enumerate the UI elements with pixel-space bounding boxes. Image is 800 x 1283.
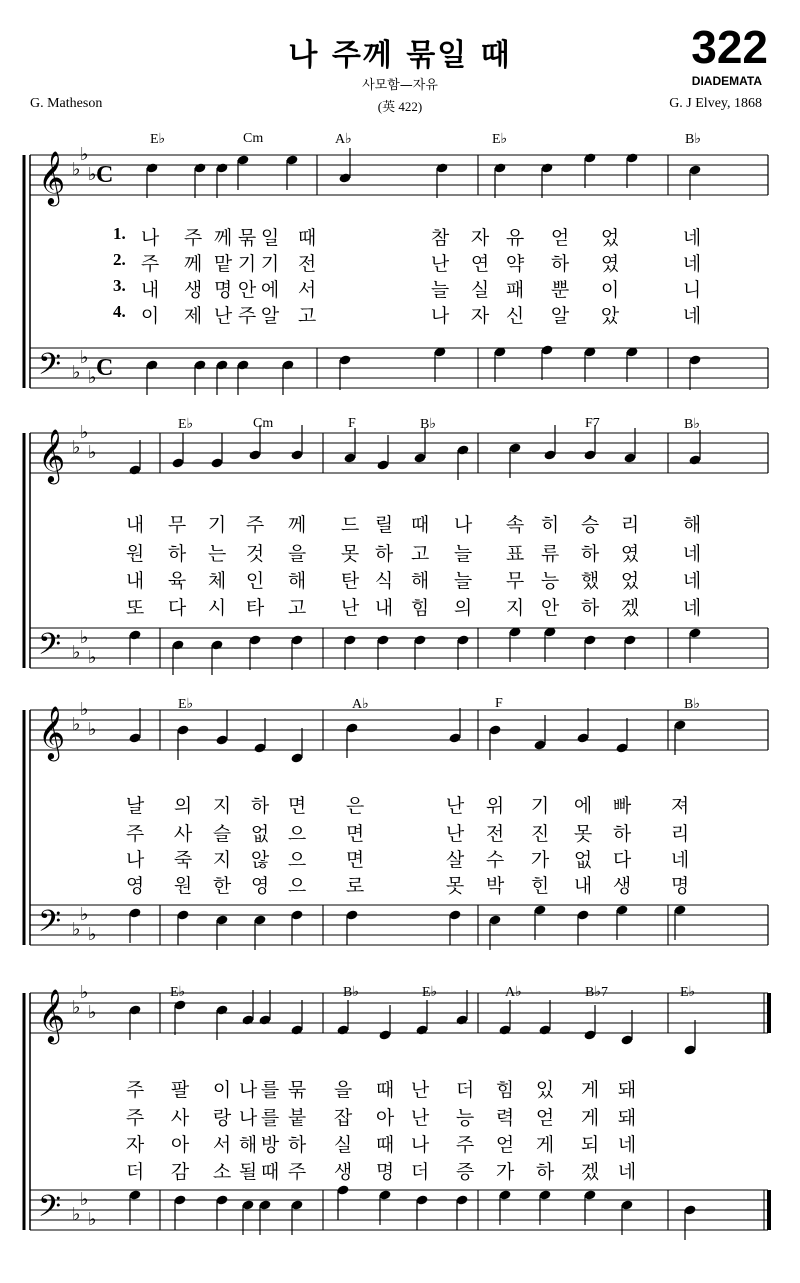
flat-icon: ♭ [72, 159, 81, 180]
lyric-syllable: 고 [410, 543, 430, 565]
lyric-syllable: 난 [430, 253, 450, 275]
chord-symbol: E♭ [178, 697, 194, 712]
lyric-syllable: 었 [620, 570, 640, 592]
lyric-syllable: 로 [345, 875, 365, 897]
lyric-syllable: 내 [573, 875, 593, 897]
lyric-syllable: 때 [410, 514, 430, 536]
chord-symbol: B♭ [343, 985, 359, 1000]
chord-symbol: E♭ [178, 417, 194, 432]
lyric-syllable: 탄 [340, 570, 360, 592]
chord-symbol: B♭ [420, 417, 436, 432]
lyric-syllable: 네 [670, 849, 690, 871]
lyric-syllable: 난 [340, 597, 360, 619]
hymn-number: 322 [691, 21, 768, 73]
lyric-syllable: 해 [410, 570, 430, 592]
lyric-syllable: 신 [505, 305, 525, 327]
lyric-syllable: 무 [167, 514, 187, 536]
lyric-syllable: 참 [430, 227, 450, 249]
lyric-syllable: 더 [410, 1161, 430, 1183]
lyric-syllable: 나 [140, 227, 160, 249]
flat-icon: ♭ [88, 647, 97, 668]
lyric-syllable: 명 [375, 1161, 395, 1183]
lyric-syllable: 기 [207, 514, 227, 536]
lyric-syllable: 표 [505, 543, 525, 565]
lyric-syllable: 해 [238, 1134, 258, 1156]
lyric-syllable: 게 [535, 1134, 555, 1156]
flat-icon: ♭ [80, 699, 89, 720]
chord-symbol: E♭ [150, 132, 166, 147]
flat-icon: ♭ [80, 422, 89, 443]
verse-number: 2. [113, 250, 126, 269]
composer: G. J Elvey, 1868 [669, 96, 762, 111]
lyric-syllable: 니 [682, 279, 702, 301]
lyric-syllable: 패 [505, 279, 525, 301]
common-time-icon: C [96, 355, 114, 381]
chord-symbol: F [495, 696, 503, 711]
lyric-syllable: 으 [287, 823, 307, 845]
lyric-syllable: 는 [207, 543, 227, 565]
lyric-syllable: 제 [183, 305, 203, 327]
flat-icon: ♭ [80, 1189, 89, 1210]
lyric-syllable: 돼 [617, 1107, 637, 1129]
chord-symbol: B♭ [685, 132, 701, 147]
lyric-syllable: 져 [670, 795, 690, 817]
lyric-syllable: 식 [374, 570, 394, 592]
lyric-syllable: 얻 [495, 1134, 515, 1156]
verse-number: 1. [113, 224, 126, 243]
lyric-syllable: 난 [445, 823, 465, 845]
flat-icon: ♭ [72, 1204, 81, 1225]
flat-icon: ♭ [72, 642, 81, 663]
lyric-syllable: 시 [207, 597, 227, 619]
lyric-syllable: 체 [207, 570, 227, 592]
chord-symbol: B♭7 [585, 985, 608, 1000]
lyric-syllable: 였 [600, 253, 620, 275]
lyric-syllable: 못 [445, 875, 465, 897]
bass-clef-icon: 𝄢 [38, 348, 62, 389]
lyric-syllable: 겠 [620, 597, 640, 619]
flat-icon: ♭ [88, 719, 97, 740]
lyric-syllable: 하 [167, 543, 187, 565]
lyric-syllable: 때 [260, 1161, 280, 1183]
lyric-syllable: 네 [617, 1161, 637, 1183]
chord-symbol: Cm [253, 416, 274, 431]
lyric-syllable: 지 [212, 849, 232, 871]
lyric-syllable: 힌 [530, 875, 550, 897]
flat-icon: ♭ [80, 904, 89, 925]
lyric-syllable: 원 [125, 543, 145, 565]
bass-clef-icon: 𝄢 [38, 905, 62, 946]
lyric-syllable: 릴 [374, 514, 394, 536]
lyric-syllable: 때 [375, 1134, 395, 1156]
lyric-syllable: 네 [682, 305, 702, 327]
flat-icon: ♭ [80, 347, 89, 368]
lyric-syllable: 박 [485, 875, 505, 897]
lyric-syllable: 께 [213, 227, 233, 249]
chord-symbol: A♭ [505, 985, 522, 1000]
lyric-syllable: 하 [580, 597, 600, 619]
lyric-syllable: 알 [260, 305, 280, 327]
lyric-syllable: 내 [140, 279, 160, 301]
lyric-syllable: 다 [612, 849, 632, 871]
lyric-syllable: 께 [183, 253, 203, 275]
flat-icon: ♭ [88, 442, 97, 463]
lyric-syllable: 늘 [430, 279, 450, 301]
lyric-syllable: 뿐 [550, 279, 570, 301]
lyric-syllable: 살 [445, 849, 465, 871]
chord-symbol: B♭ [684, 417, 700, 432]
lyric-syllable: 주 [183, 227, 203, 249]
lyric-syllable: 있 [535, 1079, 555, 1101]
lyric-syllable: 실 [333, 1134, 353, 1156]
lyric-syllable: 서 [297, 279, 317, 301]
chord-symbol: F [348, 416, 356, 431]
lyric-syllable: 나 [238, 1079, 258, 1101]
lyric-syllable: 안 [237, 279, 257, 301]
lyric-syllable: 영 [250, 875, 270, 897]
lyric-syllable: 인 [245, 570, 265, 592]
lyric-syllable: 의 [453, 597, 473, 619]
lyric-syllable: 해 [682, 514, 702, 536]
lyric-syllable: 나 [453, 514, 473, 536]
chord-symbol: E♭ [492, 132, 508, 147]
lyric-syllable: 주 [245, 514, 265, 536]
lyric-syllable: 잡 [333, 1107, 353, 1129]
lyric-syllable: 를 [260, 1107, 280, 1129]
lyric-syllable: 승 [580, 514, 600, 536]
lyric-syllable: 생 [183, 279, 203, 301]
lyric-syllable: 해 [287, 570, 307, 592]
chord-symbol: F7 [585, 416, 600, 431]
lyric-syllable: 네 [682, 570, 702, 592]
lyric-syllable: 히 [540, 514, 560, 536]
lyric-syllable: 더 [125, 1161, 145, 1183]
lyric-syllable: 이 [140, 305, 160, 327]
lyric-syllable: 아 [170, 1134, 190, 1156]
lyric-syllable: 다 [167, 597, 187, 619]
lyric-syllable: 무 [505, 570, 525, 592]
lyric-syllable: 의 [173, 795, 193, 817]
lyric-syllable: 하 [287, 1134, 307, 1156]
verse-number: 4. [113, 302, 126, 321]
lyric-syllable: 죽 [173, 849, 193, 871]
lyric-syllable: 난 [213, 305, 233, 327]
lyric-syllable: 명 [670, 875, 690, 897]
flat-icon: ♭ [80, 627, 89, 648]
lyric-syllable: 내 [125, 514, 145, 536]
lyric-syllable: 지 [505, 597, 525, 619]
lyric-syllable: 빠 [612, 795, 632, 817]
lyricist: G. Matheson [30, 96, 103, 111]
lyric-syllable: 묶 [287, 1079, 307, 1101]
lyric-syllable: 주 [125, 823, 145, 845]
tune-name: DIADEMATA [691, 74, 762, 88]
lyric-syllable: 주 [237, 305, 257, 327]
chord-symbol: Cm [243, 131, 264, 146]
chord-symbol: E♭ [680, 985, 696, 1000]
lyric-syllable: 주 [125, 1079, 145, 1101]
lyric-syllable: 때 [375, 1079, 395, 1101]
lyric-syllable: 네 [617, 1134, 637, 1156]
verse-number: 3. [113, 276, 126, 295]
lyric-syllable: 으 [287, 875, 307, 897]
flat-icon: ♭ [88, 164, 97, 185]
lyric-syllable: 가 [530, 849, 550, 871]
lyric-syllable: 또 [125, 597, 145, 619]
treble-clef-icon: 𝄞 [38, 705, 66, 759]
lyric-syllable: 지 [212, 795, 232, 817]
lyric-syllable: 었 [600, 227, 620, 249]
lyric-syllable: 류 [540, 543, 560, 565]
lyric-syllable: 내 [125, 570, 145, 592]
lyric-syllable: 실 [470, 279, 490, 301]
chord-symbol: A♭ [335, 132, 352, 147]
lyric-syllable: 면 [345, 823, 365, 845]
lyric-syllable: 못 [573, 823, 593, 845]
lyric-syllable: 네 [682, 543, 702, 565]
lyric-syllable: 증 [455, 1161, 475, 1183]
lyric-syllable: 하 [550, 253, 570, 275]
lyric-syllable: 속 [505, 514, 525, 536]
lyric-syllable: 면 [345, 849, 365, 871]
hymn-title: 나 주께 묶일 때 [288, 38, 512, 73]
flat-icon: ♭ [72, 714, 81, 735]
flat-icon: ♭ [80, 982, 89, 1003]
lyric-syllable: 하 [535, 1161, 555, 1183]
lyric-syllable: 방 [260, 1134, 280, 1156]
lyric-syllable: 주 [140, 253, 160, 275]
flat-icon: ♭ [88, 1209, 97, 1230]
lyric-syllable: 서 [212, 1134, 232, 1156]
lyric-syllable: 하 [580, 543, 600, 565]
lyric-syllable: 네 [682, 597, 702, 619]
lyric-syllable: 가 [495, 1161, 515, 1183]
lyric-syllable: 위 [485, 795, 505, 817]
lyric-syllable: 것 [245, 543, 265, 565]
flat-icon: ♭ [80, 144, 89, 165]
lyric-syllable: 기 [530, 795, 550, 817]
lyric-syllable: 아 [375, 1107, 395, 1129]
lyric-syllable: 난 [410, 1079, 430, 1101]
lyric-syllable: 소 [212, 1161, 232, 1183]
lyric-syllable: 날 [125, 795, 145, 817]
lyric-syllable: 에 [573, 795, 593, 817]
lyric-syllable: 주 [287, 1161, 307, 1183]
lyric-syllable: 고 [287, 597, 307, 619]
lyric-syllable: 전 [485, 823, 505, 845]
lyric-syllable: 않 [250, 849, 270, 871]
lyric-syllable: 원 [173, 875, 193, 897]
lyric-syllable: 겠 [580, 1161, 600, 1183]
lyric-syllable: 주 [125, 1107, 145, 1129]
lyric-syllable: 네 [682, 227, 702, 249]
lyric-syllable: 슬 [212, 823, 232, 845]
chord-symbol: E♭ [170, 985, 186, 1000]
lyric-syllable: 자 [125, 1134, 145, 1156]
lyric-syllable: 없 [573, 849, 593, 871]
chord-symbol: E♭ [422, 985, 438, 1000]
flat-icon: ♭ [88, 924, 97, 945]
lyric-syllable: 될 [238, 1161, 258, 1183]
flat-icon: ♭ [72, 919, 81, 940]
lyric-syllable: 게 [580, 1107, 600, 1129]
lyric-syllable: 더 [455, 1079, 475, 1101]
lyric-syllable: 못 [340, 543, 360, 565]
lyric-syllable: 자 [470, 305, 490, 327]
lyric-syllable: 기 [260, 253, 280, 275]
lyric-syllable: 난 [410, 1107, 430, 1129]
lyric-syllable: 주 [455, 1134, 475, 1156]
lyric-syllable: 하 [250, 795, 270, 817]
lyric-syllable: 고 [297, 305, 317, 327]
lyric-syllable: 기 [237, 253, 257, 275]
lyric-syllable: 늘 [453, 570, 473, 592]
flat-icon: ♭ [72, 437, 81, 458]
lyric-syllable: 았 [600, 305, 620, 327]
flat-icon: ♭ [88, 1002, 97, 1023]
chord-symbol: B♭ [684, 697, 700, 712]
lyric-syllable: 얻 [550, 227, 570, 249]
lyric-syllable: 나 [238, 1107, 258, 1129]
lyric-syllable: 능 [455, 1107, 475, 1129]
lyric-syllable: 였 [620, 543, 640, 565]
treble-clef-icon: 𝄞 [38, 428, 66, 482]
lyric-syllable: 수 [485, 849, 505, 871]
lyric-syllable: 얻 [535, 1107, 555, 1129]
lyric-syllable: 은 [345, 795, 365, 817]
lyric-syllable: 자 [470, 227, 490, 249]
lyric-syllable: 일 [260, 227, 280, 249]
treble-clef-icon: 𝄞 [38, 150, 66, 204]
lyric-syllable: 네 [682, 253, 702, 275]
lyric-syllable: 하 [374, 543, 394, 565]
lyric-syllable: 영 [125, 875, 145, 897]
lyric-syllable: 난 [445, 795, 465, 817]
lyric-syllable: 힘 [410, 597, 430, 619]
common-time-icon: C [96, 162, 114, 188]
flat-icon: ♭ [72, 362, 81, 383]
lyric-syllable: 사 [170, 1107, 190, 1129]
lyric-syllable: 랑 [212, 1107, 232, 1129]
lyric-syllable: 명 [213, 279, 233, 301]
lyric-syllable: 면 [287, 795, 307, 817]
lyric-syllable: 게 [580, 1079, 600, 1101]
lyric-syllable: 약 [505, 253, 525, 275]
lyric-syllable: 전 [297, 253, 317, 275]
lyric-syllable: 묶 [237, 227, 257, 249]
lyric-syllable: 을 [333, 1079, 353, 1101]
lyric-syllable: 내 [374, 597, 394, 619]
lyric-syllable: 감 [170, 1161, 190, 1183]
lyric-syllable: 연 [470, 253, 490, 275]
flat-icon: ♭ [88, 367, 97, 388]
lyric-syllable: 를 [260, 1079, 280, 1101]
lyric-syllable: 력 [495, 1107, 515, 1129]
lyric-syllable: 에 [260, 279, 280, 301]
lyric-syllable: 이 [600, 279, 620, 301]
meter-label: 사모함—자유 [362, 78, 438, 93]
lyric-syllable: 나 [125, 849, 145, 871]
lyric-syllable: 붙 [287, 1107, 307, 1129]
lyric-syllable: 유 [505, 227, 525, 249]
lyric-syllable: 돼 [617, 1079, 637, 1101]
lyric-syllable: 때 [297, 227, 317, 249]
bass-clef-icon: 𝄢 [38, 1190, 62, 1231]
lyric-syllable: 을 [287, 543, 307, 565]
lyric-syllable: 리 [670, 823, 690, 845]
lyric-syllable: 했 [580, 570, 600, 592]
lyric-syllable: 리 [620, 514, 640, 536]
lyric-syllable: 진 [530, 823, 550, 845]
lyric-syllable: 알 [550, 305, 570, 327]
chord-symbol: A♭ [352, 697, 369, 712]
lyric-syllable: 없 [250, 823, 270, 845]
treble-clef-icon: 𝄞 [38, 988, 66, 1042]
lyric-syllable: 나 [410, 1134, 430, 1156]
lyric-syllable: 께 [287, 514, 307, 536]
lyric-syllable: 드 [340, 514, 360, 536]
lyric-syllable: 으 [287, 849, 307, 871]
lyric-syllable: 능 [540, 570, 560, 592]
lyric-syllable: 생 [333, 1161, 353, 1183]
lyric-syllable: 하 [612, 823, 632, 845]
bass-clef-icon: 𝄢 [38, 628, 62, 669]
lyric-syllable: 나 [430, 305, 450, 327]
lyric-syllable: 생 [612, 875, 632, 897]
lyric-syllable: 한 [212, 875, 232, 897]
lyric-syllable: 사 [173, 823, 193, 845]
lyric-syllable: 안 [540, 597, 560, 619]
lyric-syllable: 되 [580, 1134, 600, 1156]
lyric-syllable: 팔 [170, 1079, 190, 1101]
lyric-syllable: 육 [167, 570, 187, 592]
english-hymn-reference: (英 422) [377, 99, 423, 114]
flat-icon: ♭ [72, 997, 81, 1018]
lyric-syllable: 타 [245, 597, 265, 619]
lyric-syllable: 이 [212, 1079, 232, 1101]
lyric-syllable: 늘 [453, 543, 473, 565]
lyric-syllable: 힘 [495, 1079, 515, 1101]
lyric-syllable: 맡 [213, 253, 233, 275]
